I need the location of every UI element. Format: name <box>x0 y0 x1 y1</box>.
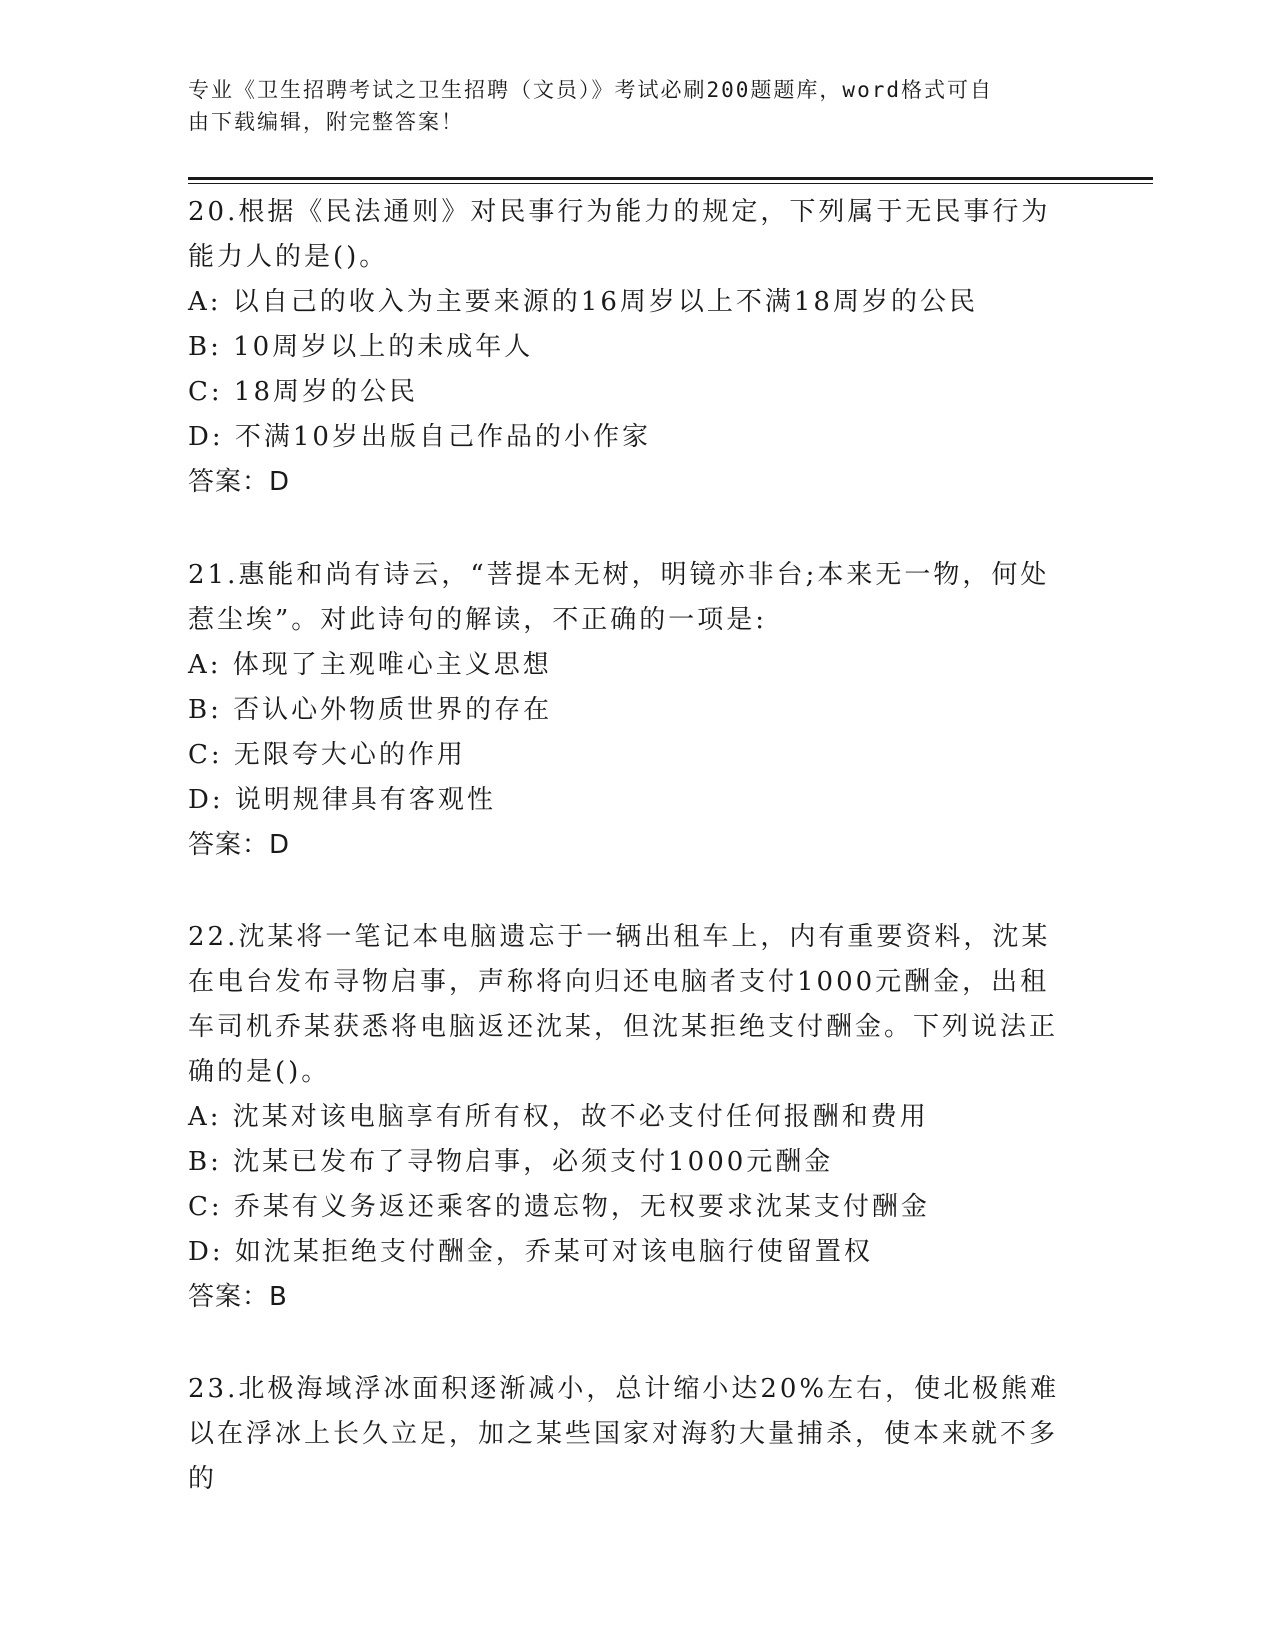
option-c: C: 18周岁的公民 <box>188 377 419 407</box>
question-text: 22.沈某将一笔记本电脑遗忘于一辆出租车上，内有重要资料，沈某在电台发布寻物启事，声称将向归还电脑者支付1000元酬金，出租车司机乔某获悉将电脑返还沈某，但沈某拒绝支付酬金。下列说法正确的是()。 <box>188 922 1059 1087</box>
option-a: A: 以自己的收入为主要来源的16周岁以上不满18周岁的公民 <box>188 287 978 317</box>
option-c: C: 乔某有义务返还乘客的遗忘物，无权要求沈某支付酬金 <box>188 1192 930 1222</box>
option-d: D: 说明规律具有客观性 <box>188 785 496 815</box>
question-text: 23.北极海域浮冰面积逐渐减小，总计缩小达20%左右，使北极熊难以在浮冰上长久立足，加之某些国家对海豹大量捕杀，使本来就不多的 <box>188 1374 1060 1494</box>
header-line-2: 由下载编辑，附完整答案！ <box>188 110 464 134</box>
option-d: D: 如沈某拒绝支付酬金，乔某可对该电脑行使留置权 <box>188 1237 873 1267</box>
answer: 答案：D <box>188 467 291 497</box>
header-divider-thick <box>188 177 1153 180</box>
option-d: D: 不满10岁出版自己作品的小作家 <box>188 422 651 452</box>
question-text: 20.根据《民法通则》对民事行为能力的规定，下列属于无民事行为能力人的是()。 <box>188 197 1051 272</box>
option-c: C: 无限夸大心的作用 <box>188 740 466 770</box>
question-22 <box>188 915 1078 1320</box>
question-23 <box>188 1367 1078 1502</box>
answer: 答案：B <box>188 1282 288 1312</box>
header-divider-thin <box>188 183 1153 184</box>
option-b: B: 10周岁以上的未成年人 <box>188 332 534 362</box>
question-21 <box>188 553 1078 868</box>
document-header <box>188 74 1068 138</box>
question-text: 21.惠能和尚有诗云，“菩提本无树，明镜亦非台;本来无一物，何处惹尘埃”。对此诗句的解读，不正确的一项是: <box>188 560 1050 635</box>
header-line-1: 专业《卫生招聘考试之卫生招聘（文员）》考试必刷200题题库，word格式可自 <box>188 78 993 102</box>
answer: 答案：D <box>188 830 291 860</box>
option-a: A: 沈某对该电脑享有所有权，故不必支付任何报酬和费用 <box>188 1102 929 1132</box>
question-20 <box>188 190 1078 505</box>
option-b: B: 沈某已发布了寻物启事，必须支付1000元酬金 <box>188 1147 834 1177</box>
option-b: B: 否认心外物质世界的存在 <box>188 695 553 725</box>
option-a: A: 体现了主观唯心主义思想 <box>188 650 552 680</box>
